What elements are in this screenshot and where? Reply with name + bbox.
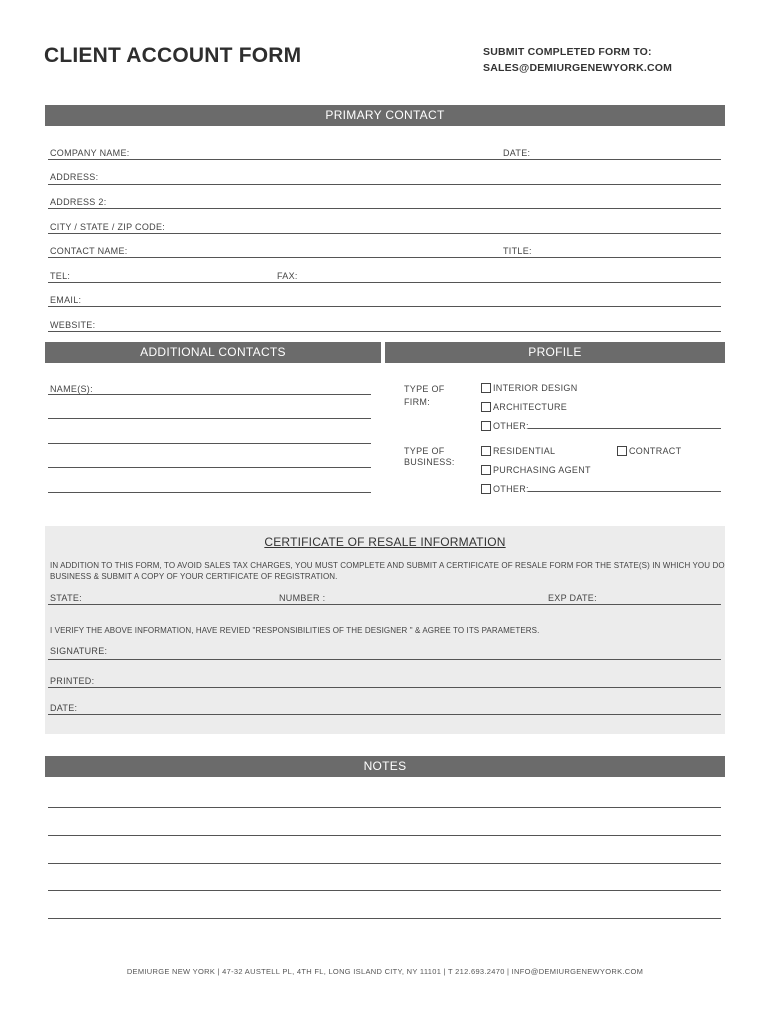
fax-label: FAX: [277, 271, 298, 281]
firm-other-label: OTHER: [493, 421, 529, 431]
printed-field[interactable] [48, 687, 721, 688]
notes-header: NOTES [45, 756, 725, 777]
signature-field[interactable] [48, 659, 721, 660]
tel-label: TEL: [50, 271, 71, 281]
type-of-business-label-2: BUSINESS: [404, 457, 455, 467]
contact-name-field[interactable] [48, 257, 721, 258]
type-of-business-label: TYPE OF [404, 446, 445, 456]
exp-date-label: EXP DATE: [548, 593, 597, 603]
submit-instruction: SUBMIT COMPLETED FORM TO: [483, 46, 652, 58]
website-label: WEBSITE: [50, 320, 96, 330]
name-line-5[interactable] [48, 492, 371, 493]
contact-name-label: CONTACT NAME: [50, 246, 128, 256]
name-line-3[interactable] [48, 443, 371, 444]
type-of-firm-label: TYPE OF [404, 384, 445, 394]
address-field[interactable] [48, 184, 721, 185]
additional-contacts-header: ADDITIONAL CONTACTS [45, 342, 381, 363]
interior-design-label: INTERIOR DESIGN [493, 383, 578, 393]
architecture-label: ARCHITECTURE [493, 402, 568, 412]
interior-design-checkbox[interactable] [481, 383, 491, 393]
firm-other-checkbox[interactable] [481, 421, 491, 431]
city-state-zip-field[interactable] [48, 233, 721, 234]
purchasing-agent-checkbox[interactable] [481, 465, 491, 475]
certificate-note-line-2: BUSINESS & SUBMIT A COPY OF YOUR CERTIFICATE OF REGISTRATION. [50, 572, 338, 581]
certificate-note-line-1: IN ADDITION TO THIS FORM, TO AVOID SALES TAX CHARGES, YOU MUST COMPLETE AND SUBMIT A CERTIFICATE OF RESALE FORM FOR THE STATE(S) IN WHICH YOU DO [50, 561, 725, 570]
email-label: EMAIL: [50, 295, 82, 305]
company-name-field[interactable] [48, 159, 721, 160]
tel-fax-field[interactable] [48, 282, 721, 283]
architecture-checkbox[interactable] [481, 402, 491, 412]
residential-checkbox[interactable] [481, 446, 491, 456]
business-other-checkbox[interactable] [481, 484, 491, 494]
signature-label: SIGNATURE: [50, 646, 108, 656]
name-line-4[interactable] [48, 467, 371, 468]
profile-header: PROFILE [385, 342, 725, 363]
address2-field[interactable] [48, 208, 721, 209]
contract-checkbox[interactable] [617, 446, 627, 456]
notes-line-2[interactable] [48, 835, 721, 836]
company-name-label: COMPANY NAME: [50, 148, 130, 158]
address2-label: ADDRESS 2: [50, 197, 107, 207]
notes-line-4[interactable] [48, 890, 721, 891]
website-field[interactable] [48, 331, 721, 332]
address-label: ADDRESS: [50, 172, 99, 182]
date-label: DATE: [503, 148, 531, 158]
residential-label: RESIDENTIAL [493, 446, 556, 456]
state-label: STATE: [50, 593, 82, 603]
firm-other-field[interactable] [528, 428, 721, 429]
name-line-1[interactable] [48, 394, 371, 395]
email-field[interactable] [48, 306, 721, 307]
contract-label: CONTRACT [629, 446, 682, 456]
title-label: TITLE: [503, 246, 532, 256]
primary-contact-header: PRIMARY CONTACT [45, 105, 725, 126]
type-of-firm-label-2: FIRM: [404, 397, 430, 407]
number-label: NUMBER : [279, 593, 326, 603]
names-label: NAME(S): [50, 384, 93, 394]
notes-line-3[interactable] [48, 863, 721, 864]
state-number-exp-field[interactable] [48, 604, 721, 605]
notes-line-5[interactable] [48, 918, 721, 919]
business-other-label: OTHER: [493, 484, 529, 494]
footer-contact-info: DEMIURGE NEW YORK | 47-32 AUSTELL PL, 4TH FL, LONG ISLAND CITY, NY 11101 | T 212.693.2470 | INFO@DEMIURGENEWYORK.COM [126, 967, 644, 976]
business-other-field[interactable] [528, 491, 721, 492]
submit-email[interactable]: SALES@DEMIURGENEWYORK.COM [483, 62, 673, 74]
notes-line-1[interactable] [48, 807, 721, 808]
certificate-heading: CERTIFICATE OF RESALE INFORMATION [264, 535, 506, 549]
name-line-2[interactable] [48, 418, 371, 419]
purchasing-agent-label: PURCHASING AGENT [493, 465, 591, 475]
form-title: CLIENT ACCOUNT FORM [44, 44, 302, 67]
certificate-date-field[interactable] [48, 714, 721, 715]
printed-label: PRINTED: [50, 676, 95, 686]
certificate-date-label: DATE: [50, 703, 78, 713]
verify-statement: I VERIFY THE ABOVE INFORMATION, HAVE REVIED "RESPONSIBILITIES OF THE DESIGNER " & AGREE TO ITS PARAMETERS. [50, 626, 540, 635]
city-state-zip-label: CITY / STATE / ZIP CODE: [50, 222, 166, 232]
